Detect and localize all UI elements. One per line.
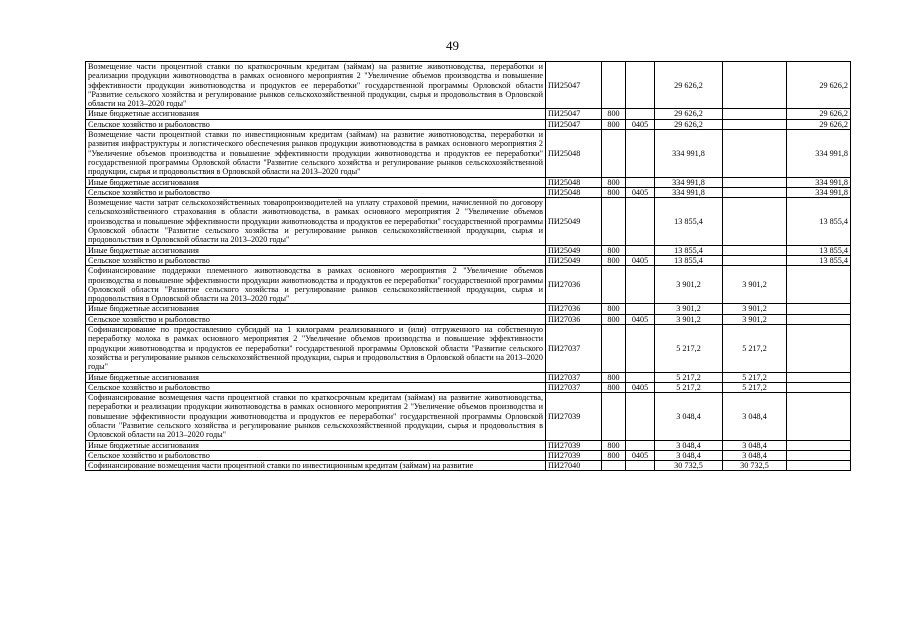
row-expense-type: 800 — [602, 109, 626, 119]
row-description: Софинансирование возмещения части процентной ставки по инвестиционным кредитам (займам) на развитие — [86, 461, 546, 471]
row-expense-type: 800 — [602, 187, 626, 197]
row-total-amount: 13 855,4 — [655, 255, 723, 265]
row-amount-col7: 13 855,4 — [787, 255, 851, 265]
row-amount-col6: 3 048,4 — [723, 450, 787, 460]
row-description: Сельское хозяйство и рыболовство — [86, 314, 546, 324]
row-amount-col6: 5 217,2 — [723, 325, 787, 372]
row-total-amount: 29 626,2 — [655, 62, 723, 109]
row-section-code — [626, 440, 655, 450]
row-amount-col7 — [787, 450, 851, 460]
row-section-code — [626, 461, 655, 471]
table-row — [86, 62, 851, 109]
row-section-code: 0405 — [626, 187, 655, 197]
row-section-code: 0405 — [626, 119, 655, 129]
row-amount-col6: 3 048,4 — [723, 440, 787, 450]
row-amount-col6 — [723, 119, 787, 129]
row-total-amount: 3 048,4 — [655, 393, 723, 440]
row-section-code — [626, 130, 655, 177]
row-total-amount: 13 855,4 — [655, 198, 723, 245]
row-amount-col6 — [723, 245, 787, 255]
row-amount-col6: 3 048,4 — [723, 393, 787, 440]
row-target-code: ПИ25048 — [546, 187, 602, 197]
row-total-amount: 5 217,2 — [655, 325, 723, 372]
row-expense-type — [602, 461, 626, 471]
row-target-code: ПИ27039 — [546, 393, 602, 440]
table-row — [86, 187, 851, 197]
row-description: Иные бюджетные ассигнования — [86, 245, 546, 255]
row-section-code — [626, 372, 655, 382]
row-amount-col7: 13 855,4 — [787, 245, 851, 255]
row-section-code — [626, 198, 655, 245]
row-total-amount: 3 901,2 — [655, 314, 723, 324]
page-number: 49 — [446, 38, 459, 53]
row-description: Возмещение части процентной ставки по краткосрочным кредитам (займам) на развитие животноводства, переработки и реализации продукции животноводства в рамках основного мероприятия 2 "Увеличение объемов производства и повышение эффективности продукции животноводства и продуктов ее переработки" государственной программы Орловской области "Развитие сельского хозяйства и регулирование рынков сельскохозяйственной продукции, сырья и продовольствия в Орловской области на 2013–2020 годы" — [86, 62, 546, 109]
row-amount-col6 — [723, 130, 787, 177]
row-amount-col7 — [787, 314, 851, 324]
row-section-code — [626, 245, 655, 255]
table-row — [86, 266, 851, 304]
row-amount-col6: 3 901,2 — [723, 304, 787, 314]
row-description: Возмещение части затрат сельскохозяйственных товаропроизводителей на уплату страховой премии, начисленной по договору сельскохозяйственного страхования в области животноводства, в рамках основного мероприятия 2 "Увеличение объемов производства и повышение эффективности продукции животноводства и продуктов ее переработки" государственной программы Орловской области "Развитие сельского хозяйства и регулирование рынков сельскохозяйственной продукции, сырья и продовольствия в Орловской области на 2013–2020 годы" — [86, 198, 546, 245]
row-description: Сельское хозяйство и рыболовство — [86, 187, 546, 197]
row-description: Иные бюджетные ассигнования — [86, 304, 546, 314]
row-amount-col7 — [787, 372, 851, 382]
row-amount-col6 — [723, 109, 787, 119]
row-section-code: 0405 — [626, 255, 655, 265]
table-row — [86, 304, 851, 314]
row-target-code: ПИ27039 — [546, 450, 602, 460]
table-row — [86, 382, 851, 392]
row-description: Софинансирование поддержки племенного животноводства в рамках основного мероприятия 2 "Увеличение объемов производства и повышение эффективности продукции животноводства и продуктов ее переработки" государственной программы Орловской области "Развитие сельского хозяйства и регулирование рынков сельскохозяйственной продукции, сырья и продовольствия в Орловской области на 2013–2020 годы" — [86, 266, 546, 304]
row-section-code — [626, 109, 655, 119]
table-row — [86, 198, 851, 245]
table-row — [86, 440, 851, 450]
row-amount-col7: 13 855,4 — [787, 198, 851, 245]
row-expense-type — [602, 266, 626, 304]
row-target-code: ПИ25049 — [546, 255, 602, 265]
row-description: Возмещение части процентной ставки по инвестиционным кредитам (займам) на развитие животноводства, переработки и развития инфраструктуры и логистического обеспечения рынков продукции животноводства в рамках основного мероприятия 2 "Увеличение объемов производства и повышение эффективности продукции животноводства и продуктов ее переработки" государственной программы Орловской области "Развитие сельского хозяйства и регулирование рынков сельскохозяйственной продукции, сырья и продовольствия в Орловской области на 2013–2020 годы" — [86, 130, 546, 177]
row-description: Иные бюджетные ассигнования — [86, 440, 546, 450]
row-target-code: ПИ25048 — [546, 177, 602, 187]
row-target-code: ПИ25048 — [546, 130, 602, 177]
row-amount-col6 — [723, 62, 787, 109]
table-row — [86, 109, 851, 119]
row-target-code: ПИ27036 — [546, 314, 602, 324]
row-amount-col6: 5 217,2 — [723, 382, 787, 392]
table-row — [86, 450, 851, 460]
table-row — [86, 325, 851, 372]
row-expense-type — [602, 325, 626, 372]
row-description: Сельское хозяйство и рыболовство — [86, 450, 546, 460]
row-amount-col7: 29 626,2 — [787, 62, 851, 109]
row-amount-col7 — [787, 440, 851, 450]
row-amount-col7 — [787, 325, 851, 372]
row-total-amount: 3 901,2 — [655, 304, 723, 314]
row-amount-col7: 29 626,2 — [787, 109, 851, 119]
row-target-code: ПИ27037 — [546, 372, 602, 382]
row-amount-col7 — [787, 382, 851, 392]
row-description: Иные бюджетные ассигнования — [86, 109, 546, 119]
row-total-amount: 29 626,2 — [655, 109, 723, 119]
row-target-code: ПИ25047 — [546, 119, 602, 129]
row-target-code: ПИ27036 — [546, 304, 602, 314]
table-row — [86, 314, 851, 324]
row-target-code: ПИ25049 — [546, 198, 602, 245]
row-amount-col7: 29 626,2 — [787, 119, 851, 129]
row-expense-type — [602, 130, 626, 177]
row-amount-col6 — [723, 255, 787, 265]
row-expense-type — [602, 62, 626, 109]
row-description: Сельское хозяйство и рыболовство — [86, 255, 546, 265]
row-expense-type: 800 — [602, 372, 626, 382]
table-row — [86, 245, 851, 255]
row-total-amount: 5 217,2 — [655, 382, 723, 392]
row-target-code: ПИ27039 — [546, 440, 602, 450]
row-expense-type: 800 — [602, 440, 626, 450]
row-expense-type: 800 — [602, 245, 626, 255]
row-amount-col6 — [723, 177, 787, 187]
row-expense-type: 800 — [602, 314, 626, 324]
row-section-code — [626, 177, 655, 187]
row-target-code: ПИ25047 — [546, 62, 602, 109]
row-total-amount: 3 048,4 — [655, 440, 723, 450]
row-expense-type: 800 — [602, 119, 626, 129]
row-description: Софинансирование по предоставлению субсидий на 1 килограмм реализованного и (или) отгруженного на собственную переработку молока в рамках основного мероприятия 2 "Увеличение объемов производства и повышение эффективности продукции животноводства и продуктов ее переработки" государственной программы Орловской области "Развитие сельского хозяйства и регулирование рынков сельскохозяйственной продукции, сырья и продовольствия в Орловской области на 2013–2020 годы" — [86, 325, 546, 372]
row-amount-col6 — [723, 198, 787, 245]
row-target-code: ПИ27037 — [546, 382, 602, 392]
row-section-code — [626, 266, 655, 304]
row-section-code — [626, 62, 655, 109]
table-row — [86, 119, 851, 129]
row-total-amount: 13 855,4 — [655, 245, 723, 255]
row-total-amount: 334 991,8 — [655, 187, 723, 197]
row-description: Сельское хозяйство и рыболовство — [86, 119, 546, 129]
row-target-code: ПИ27036 — [546, 266, 602, 304]
row-amount-col6: 3 901,2 — [723, 266, 787, 304]
row-amount-col7: 334 991,8 — [787, 177, 851, 187]
budget-table-body — [86, 62, 851, 471]
row-total-amount: 29 626,2 — [655, 119, 723, 129]
row-section-code: 0405 — [626, 314, 655, 324]
row-amount-col7 — [787, 266, 851, 304]
row-amount-col7: 334 991,8 — [787, 130, 851, 177]
row-expense-type: 800 — [602, 382, 626, 392]
row-description: Сельское хозяйство и рыболовство — [86, 382, 546, 392]
row-amount-col7 — [787, 393, 851, 440]
row-amount-col7: 334 991,8 — [787, 187, 851, 197]
row-section-code — [626, 393, 655, 440]
row-description: Софинансирование возмещения части процентной ставки по краткосрочным кредитам (займам) на развитие животноводства, переработки и реализации продукции животноводства в рамках основного мероприятия 2 "Увеличение объемов производства и повышение эффективности продукции животноводства и продуктов ее переработки" государственной программы Орловской области "Развитие сельского хозяйства и регулирование рынков сельскохозяйственной продукции, сырья и продовольствия в Орловской области на 2013–2020 годы" — [86, 393, 546, 440]
table-row — [86, 255, 851, 265]
row-amount-col6 — [723, 187, 787, 197]
row-total-amount: 30 732,5 — [655, 461, 723, 471]
table-row — [86, 130, 851, 177]
table-row — [86, 393, 851, 440]
row-total-amount: 334 991,8 — [655, 130, 723, 177]
row-section-code: 0405 — [626, 382, 655, 392]
row-amount-col6: 5 217,2 — [723, 372, 787, 382]
row-amount-col7 — [787, 461, 851, 471]
row-section-code: 0405 — [626, 450, 655, 460]
row-total-amount: 5 217,2 — [655, 372, 723, 382]
row-expense-type: 800 — [602, 304, 626, 314]
row-expense-type — [602, 393, 626, 440]
table-row — [86, 461, 851, 471]
row-total-amount: 3 901,2 — [655, 266, 723, 304]
row-expense-type: 800 — [602, 255, 626, 265]
row-total-amount: 334 991,8 — [655, 177, 723, 187]
row-total-amount: 3 048,4 — [655, 450, 723, 460]
row-section-code — [626, 304, 655, 314]
row-amount-col7 — [787, 304, 851, 314]
row-target-code: ПИ25049 — [546, 245, 602, 255]
row-target-code: ПИ27040 — [546, 461, 602, 471]
row-expense-type — [602, 198, 626, 245]
row-section-code — [626, 325, 655, 372]
row-expense-type: 800 — [602, 450, 626, 460]
row-amount-col6: 3 901,2 — [723, 314, 787, 324]
table-row — [86, 177, 851, 187]
row-target-code: ПИ25047 — [546, 109, 602, 119]
row-target-code: ПИ27037 — [546, 325, 602, 372]
row-description: Иные бюджетные ассигнования — [86, 372, 546, 382]
budget-table — [85, 61, 851, 471]
table-row — [86, 372, 851, 382]
row-expense-type: 800 — [602, 177, 626, 187]
row-description: Иные бюджетные ассигнования — [86, 177, 546, 187]
row-amount-col6: 30 732,5 — [723, 461, 787, 471]
